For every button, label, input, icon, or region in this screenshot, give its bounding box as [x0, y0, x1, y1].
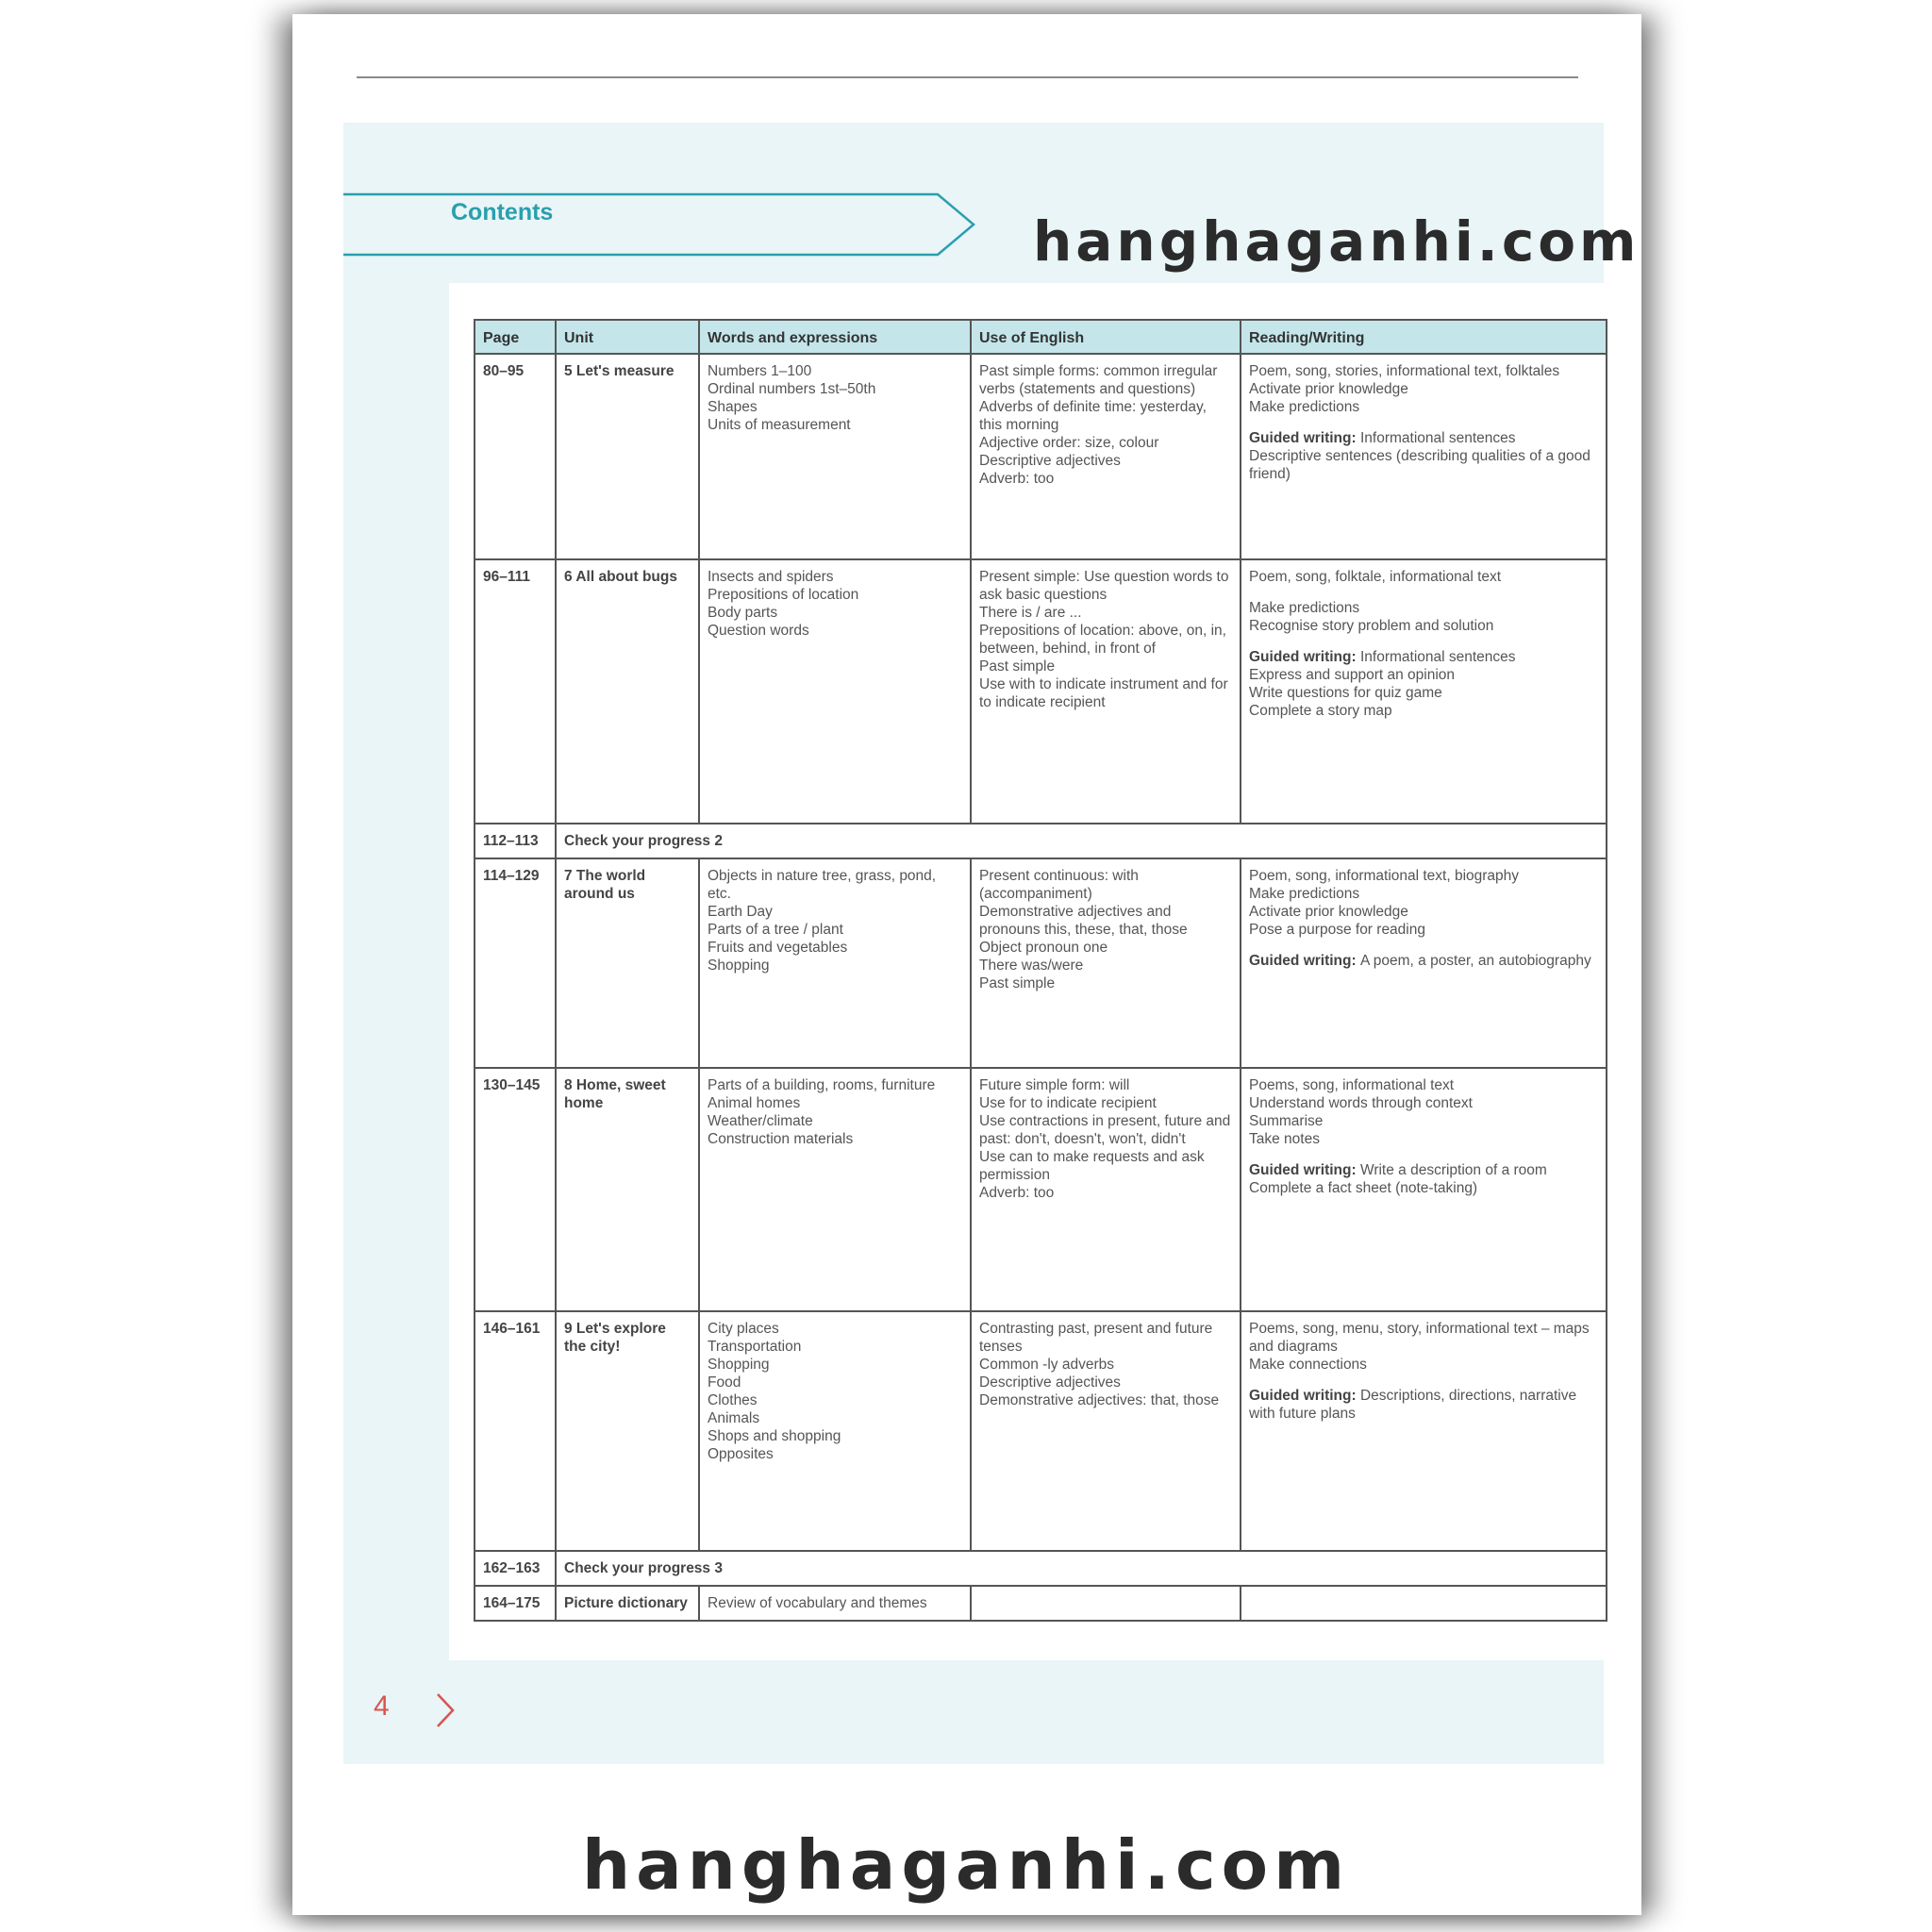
- use-of-english-cell: [971, 1311, 1241, 1551]
- unit-cell: Check your progress 2: [556, 824, 1607, 858]
- column-header: Unit: [556, 320, 699, 354]
- words-cell: [699, 1311, 971, 1551]
- table-row: [475, 1551, 1607, 1586]
- cell-line: Present continuous: with (accompaniment): [979, 868, 1139, 902]
- document-page: [292, 14, 1641, 1915]
- cell-line: Object pronoun one: [979, 940, 1108, 956]
- contents-tab-arrow: [343, 187, 985, 262]
- page-range-cell: 112–113: [475, 824, 556, 858]
- page-range-cell: 164–175: [475, 1586, 556, 1621]
- cell-line: There is / are ...: [979, 605, 1082, 621]
- cell-line: Descriptive adjectives: [979, 453, 1121, 469]
- contents-table: [474, 319, 1607, 1622]
- cell-line: City places: [708, 1321, 779, 1337]
- cell-line: Objects in nature tree, grass, pond, etc.: [708, 868, 937, 902]
- top-rule: [357, 76, 1578, 78]
- cell-line: Numbers 1–100: [708, 363, 812, 379]
- cell-line: Common -ly adverbs: [979, 1357, 1114, 1373]
- cell-line: Earth Day: [708, 904, 773, 920]
- watermark-bottom: hanghaganhi.com: [581, 1825, 1351, 1905]
- table-header-row: [475, 320, 1607, 354]
- page-title: Contents: [451, 199, 554, 225]
- cell-line: Take notes: [1249, 1131, 1320, 1147]
- cell-line: [1249, 952, 1598, 970]
- cell-line: Ordinal numbers 1st–50th: [708, 381, 876, 397]
- guided-writing-label: Guided writing:: [1249, 649, 1360, 665]
- cell-line: [1249, 648, 1598, 666]
- cell-line: Adverb: too: [979, 471, 1055, 487]
- cell-line: [1249, 1387, 1598, 1423]
- reading-writing-cell: [1241, 559, 1607, 824]
- cell-line: Adverb: too: [979, 1185, 1055, 1201]
- guided-writing-text: Informational sentences: [1359, 649, 1516, 665]
- reading-writing-cell: [1241, 1068, 1607, 1311]
- guided-writing-label: Guided writing:: [1249, 1162, 1360, 1178]
- cell-line: Adjective order: size, colour: [979, 435, 1159, 451]
- cell-line: Animals: [708, 1410, 760, 1426]
- column-header: Use of English: [971, 320, 1241, 354]
- words-cell: [699, 1068, 971, 1311]
- unit-cell: 7 The world around us: [556, 858, 699, 1068]
- cell-line: Make predictions: [1249, 886, 1360, 902]
- table-row: [475, 858, 1607, 1068]
- footer-band: [343, 1660, 1604, 1764]
- use-of-english-cell: [971, 354, 1241, 559]
- cell-line: Food: [708, 1374, 741, 1391]
- page-range-cell: 130–145: [475, 1068, 556, 1311]
- cell-line: Recognise story problem and solution: [1249, 618, 1494, 634]
- page-range-cell: 80–95: [475, 354, 556, 559]
- cell-line: Shops and shopping: [708, 1428, 841, 1444]
- reading-writing-cell: [1241, 354, 1607, 559]
- cell-line: Body parts: [708, 605, 778, 621]
- cell-line: Shopping: [708, 1357, 770, 1373]
- reading-writing-cell: [1241, 1311, 1607, 1551]
- page-number: 4: [374, 1690, 390, 1722]
- cell-line: Weather/climate: [708, 1113, 813, 1129]
- unit-cell: Picture dictionary: [556, 1586, 699, 1621]
- cell-line: Past simple forms: common irregular verbs (statements and questions): [979, 363, 1218, 397]
- unit-cell: 6 All about bugs: [556, 559, 699, 824]
- cell-line: Demonstrative adjectives and pronouns this, these, that, those: [979, 904, 1188, 938]
- spacer: [1249, 1374, 1598, 1387]
- table-row: [475, 824, 1607, 858]
- guided-writing-text: A poem, a poster, an autobiography: [1359, 953, 1591, 969]
- cell-line: Poem, song, informational text, biography: [1249, 868, 1520, 884]
- cell-line: Insects and spiders: [708, 569, 834, 585]
- column-header: Words and expressions: [699, 320, 971, 354]
- column-header: Page: [475, 320, 556, 354]
- cell-line: Poem, song, stories, informational text, folktales: [1249, 363, 1560, 379]
- page-range-cell: 162–163: [475, 1551, 556, 1586]
- cell-line: Units of measurement: [708, 417, 851, 433]
- column-header: Reading/Writing: [1241, 320, 1607, 354]
- spacer: [1249, 635, 1598, 648]
- table-row: [475, 1311, 1607, 1551]
- cell-line: Future simple form: will: [979, 1077, 1130, 1093]
- cell-line: Use contractions in present, future and past: don't, doesn't, won't, didn't: [979, 1113, 1231, 1147]
- cell-line: Fruits and vegetables: [708, 940, 848, 956]
- cell-line: Shapes: [708, 399, 758, 415]
- unit-cell: 9 Let's explore the city!: [556, 1311, 699, 1551]
- cell-line: Shopping: [708, 958, 770, 974]
- cell-line: Poems, song, menu, story, informational text – maps and diagrams: [1249, 1321, 1590, 1355]
- reading-writing-cell: [1241, 1586, 1607, 1621]
- cell-line: Use with to indicate instrument and for to indicate recipient: [979, 676, 1228, 710]
- cell-line: Descriptive sentences (describing qualities of a good friend): [1249, 448, 1591, 482]
- cell-line: Poems, song, informational text: [1249, 1077, 1455, 1093]
- cell-line: Make predictions: [1249, 600, 1360, 616]
- cell-line: Pose a purpose for reading: [1249, 922, 1425, 938]
- cell-line: Opposites: [708, 1446, 774, 1462]
- use-of-english-cell: [971, 1586, 1241, 1621]
- cell-line: Activate prior knowledge: [1249, 904, 1408, 920]
- cell-line: Parts of a building, rooms, furniture: [708, 1077, 936, 1093]
- guided-writing-label: Guided writing:: [1249, 953, 1360, 969]
- cell-line: Review of vocabulary and themes: [708, 1595, 927, 1611]
- guided-writing-label: Guided writing:: [1249, 430, 1360, 446]
- cell-line: Question words: [708, 623, 809, 639]
- cell-line: [1249, 1161, 1598, 1179]
- guided-writing-text: Descriptions, directions, narrative with future plans: [1249, 1388, 1577, 1422]
- cell-line: Past simple: [979, 975, 1056, 991]
- cell-line: Prepositions of location: above, on, in, between, behind, in front of: [979, 623, 1226, 657]
- spacer: [1249, 1148, 1598, 1161]
- cell-line: Write questions for quiz game: [1249, 685, 1442, 701]
- cell-line: Parts of a tree / plant: [708, 922, 843, 938]
- cell-line: Understand words through context: [1249, 1095, 1473, 1111]
- cell-line: Activate prior knowledge: [1249, 381, 1408, 397]
- table-row: [475, 1068, 1607, 1311]
- page-range-cell: 96–111: [475, 559, 556, 824]
- reading-writing-cell: [1241, 858, 1607, 1068]
- page-range-cell: 146–161: [475, 1311, 556, 1551]
- words-cell: [699, 1586, 971, 1621]
- spacer: [1249, 939, 1598, 952]
- cell-line: Descriptive adjectives: [979, 1374, 1121, 1391]
- cell-line: Demonstrative adjectives: that, those: [979, 1392, 1220, 1408]
- use-of-english-cell: [971, 858, 1241, 1068]
- cell-line: Summarise: [1249, 1113, 1324, 1129]
- cell-line: Make connections: [1249, 1357, 1367, 1373]
- cell-line: Use can to make requests and ask permission: [979, 1149, 1205, 1183]
- spacer: [1249, 586, 1598, 599]
- left-band: [343, 283, 449, 1759]
- cell-line: Animal homes: [708, 1095, 801, 1111]
- cell-line: Use for to indicate recipient: [979, 1095, 1157, 1111]
- unit-cell: 8 Home, sweet home: [556, 1068, 699, 1311]
- cell-line: Adverbs of definite time: yesterday, this morning: [979, 399, 1207, 433]
- cell-line: Past simple: [979, 658, 1056, 675]
- words-cell: [699, 559, 971, 824]
- table-row: [475, 1586, 1607, 1621]
- cell-line: [1249, 429, 1598, 447]
- words-cell: [699, 354, 971, 559]
- page-range-cell: 114–129: [475, 858, 556, 1068]
- cell-line: Complete a fact sheet (note-taking): [1249, 1180, 1478, 1196]
- guided-writing-text: Informational sentences: [1359, 430, 1516, 446]
- cell-line: Present simple: Use question words to ask basic questions: [979, 569, 1229, 603]
- cell-line: Complete a story map: [1249, 703, 1392, 719]
- unit-cell: 5 Let's measure: [556, 354, 699, 559]
- cell-line: Transportation: [708, 1339, 802, 1355]
- table-row: [475, 559, 1607, 824]
- watermark-top: hanghaganhi.com: [1033, 209, 1641, 274]
- use-of-english-cell: [971, 1068, 1241, 1311]
- chevron-right-icon: [434, 1691, 457, 1729]
- guided-writing-text: Write a description of a room: [1359, 1162, 1547, 1178]
- cell-line: Poem, song, folktale, informational text: [1249, 569, 1502, 585]
- words-cell: [699, 858, 971, 1068]
- cell-line: Construction materials: [708, 1131, 854, 1147]
- spacer: [1249, 416, 1598, 429]
- guided-writing-label: Guided writing:: [1249, 1388, 1360, 1404]
- cell-line: Express and support an opinion: [1249, 667, 1456, 683]
- cell-line: Make predictions: [1249, 399, 1360, 415]
- cell-line: There was/were: [979, 958, 1084, 974]
- cell-line: Clothes: [708, 1392, 758, 1408]
- cell-line: Prepositions of location: [708, 587, 859, 603]
- unit-cell: Check your progress 3: [556, 1551, 1607, 1586]
- table-row: [475, 354, 1607, 559]
- cell-line: Contrasting past, present and future tenses: [979, 1321, 1213, 1355]
- use-of-english-cell: [971, 559, 1241, 824]
